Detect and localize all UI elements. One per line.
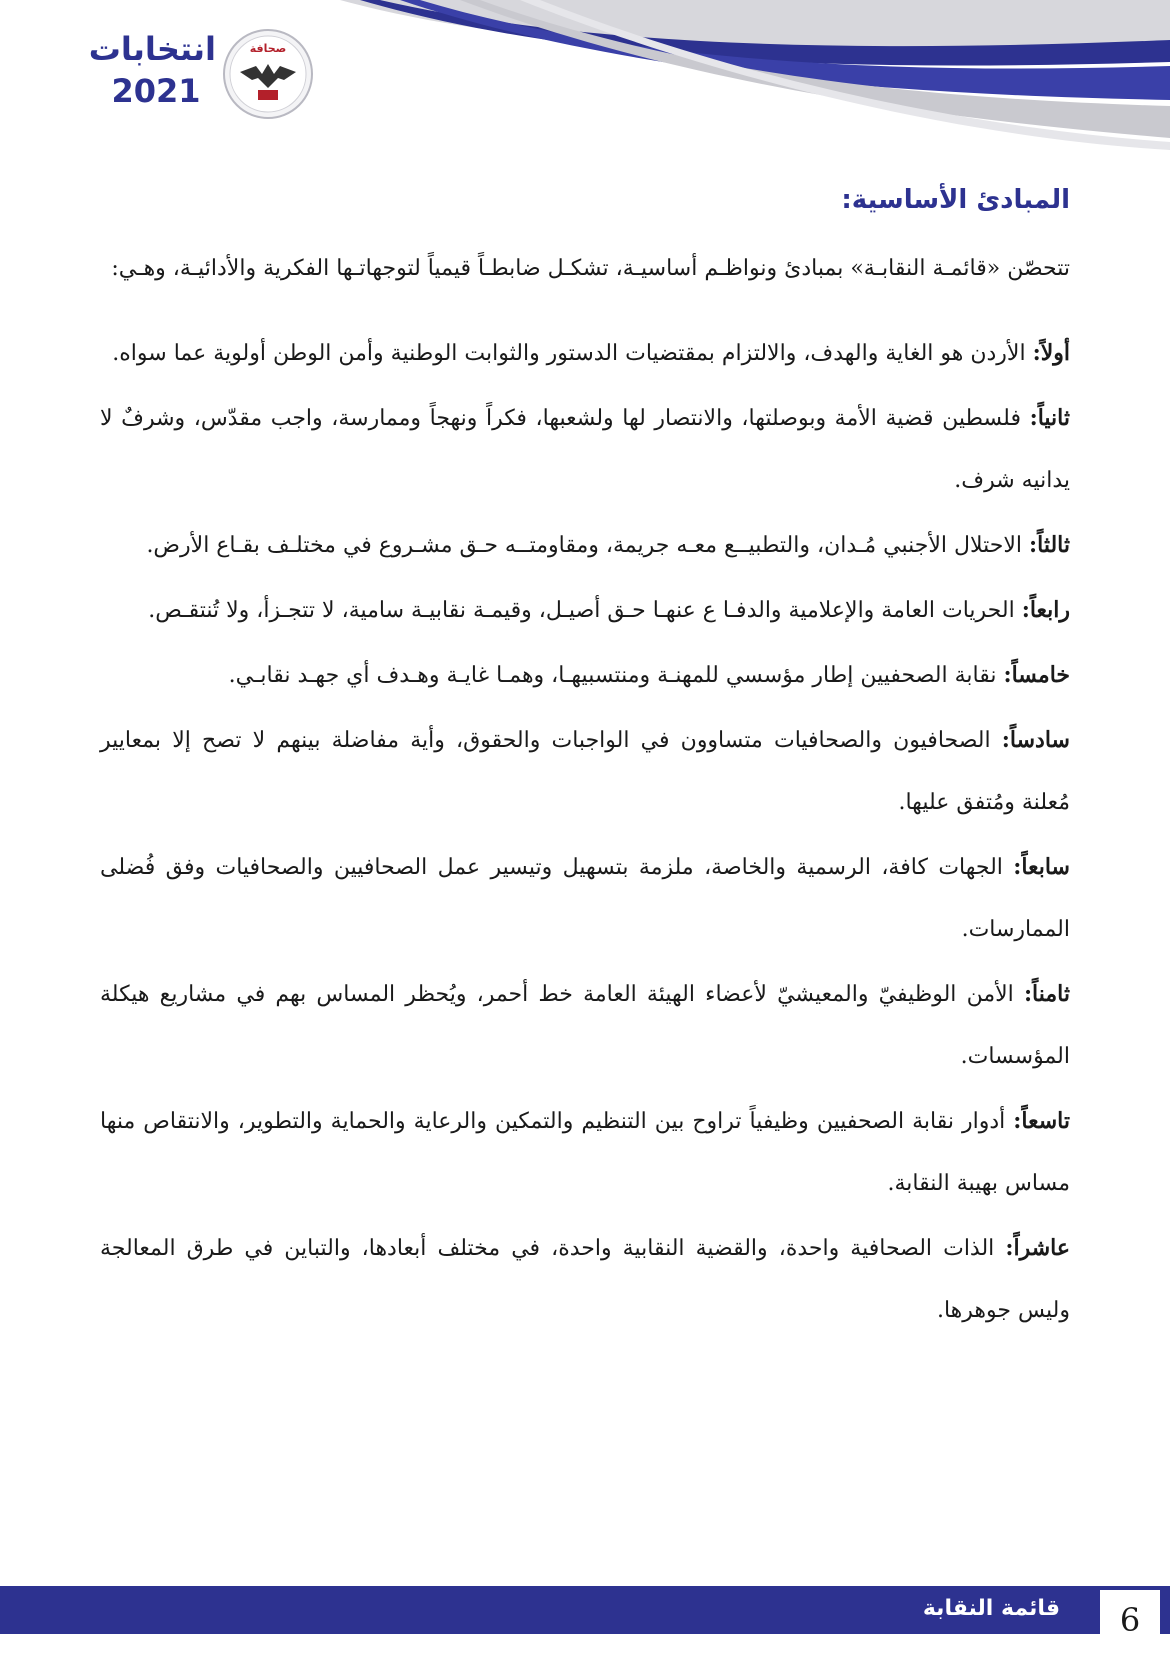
principle-item — [100, 644, 1070, 707]
principle-text: الجهات كافة، الرسمية والخاصة، ملزمة بتسهيل وتيسير عمل الصحافيين والصحافيات وفق فُضلى الممارسات. — [100, 855, 1070, 942]
principle-text: أدوار نقابة الصحفيين وظيفياً تراوح بين التنظيم والتمكين والرعاية والحماية والتطوير، والانتقاص منها مساس بهيبة النقابة. — [100, 1109, 1070, 1196]
principle-text: الصحافيون والصحافيات متساوون في الواجبات والحقوق، وأية مفاضلة بينهم لا تصح إلا بمعايير مُعلنة ومُتفق عليها. — [100, 728, 1070, 815]
principle-item — [100, 963, 1070, 1088]
principle-label: رابعاً: — [1021, 597, 1070, 623]
intro-paragraph: تتحصّن «قائمـة النقابـة» بمبادئ ونواظـم أساسيـة، تشكـل ضابطـاً قيمياً لتوجهاتـها الفكرية والأدائيـة، وهـي: — [111, 256, 1070, 281]
principle-item — [100, 579, 1070, 642]
principle-text: فلسطين قضية الأمة وبوصلتها، والانتصار لها ولشعبها، فكراً ونهجاً وممارسة، واجب مقدّس، وشرفٌ لا يدانيه شرف. — [100, 406, 1070, 493]
principle-item — [100, 836, 1070, 961]
section-title: المبادئ الأساسية: — [841, 185, 1070, 215]
principle-label: عاشراً: — [1005, 1235, 1070, 1261]
election-year: 2021 — [111, 72, 201, 110]
principle-item — [100, 387, 1070, 512]
principle-item — [100, 709, 1070, 834]
principle-label: تاسعاً: — [1013, 1108, 1070, 1134]
principle-item — [100, 1090, 1070, 1215]
principle-text: الاحتلال الأجنبي مُـدان، والتطبيــع معـه جريمة، ومقاومتــه حـق مشـروع في مختلـف بقـاع الأرض. — [146, 533, 1022, 558]
principle-text: الأردن هو الغاية والهدف، والالتزام بمقتضيات الدستور والثوابت الوطنية وأمن الوطن أولوية عما سواه. — [112, 341, 1026, 366]
principle-text: الذات الصحافية واحدة، والقضية النقابية واحدة، في مختلف أبعادها، والتباين في طرق المعالجة وليس جوهرها. — [100, 1236, 1070, 1323]
principle-label: ثالثاً: — [1029, 532, 1070, 558]
press-emblem-logo — [222, 28, 314, 120]
principle-label: ثانياً: — [1029, 405, 1070, 431]
principle-item — [100, 1217, 1070, 1342]
principle-item — [100, 322, 1070, 385]
principle-text: نقابة الصحفيين إطار مؤسسي للمهنـة ومنتسبيهـا، وهمـا غايـة وهـدف أي جهـد نقابـي. — [228, 663, 997, 688]
principle-item — [100, 514, 1070, 577]
election-title: انتخابات — [88, 30, 216, 68]
principle-text: الأمن الوظيفيّ والمعيشيّ لأعضاء الهيئة العامة خط أحمر، ويُحظر المساس بهم في مشاريع هيكلة المؤسسات. — [100, 982, 1070, 1069]
principle-label: سادساً: — [1001, 727, 1070, 753]
page-number: 6 — [1119, 1601, 1141, 1639]
principle-label: سابعاً: — [1013, 854, 1070, 880]
principle-label: أولاً: — [1032, 340, 1070, 366]
emblem-text: صحافة — [249, 42, 287, 55]
principle-label: خامساً: — [1003, 662, 1070, 688]
document-body — [100, 180, 1070, 1344]
principle-text: الحريات العامة والإعلامية والدفـا ع عنهـا حـق أصيـل، وقيمـة نقابيـة سامية، لا تتجـزأ، ولا تُنتقـص. — [148, 598, 1015, 623]
principle-label: ثامناً: — [1023, 981, 1071, 1007]
footer-list-name: قائمة النقابة — [922, 1596, 1060, 1621]
